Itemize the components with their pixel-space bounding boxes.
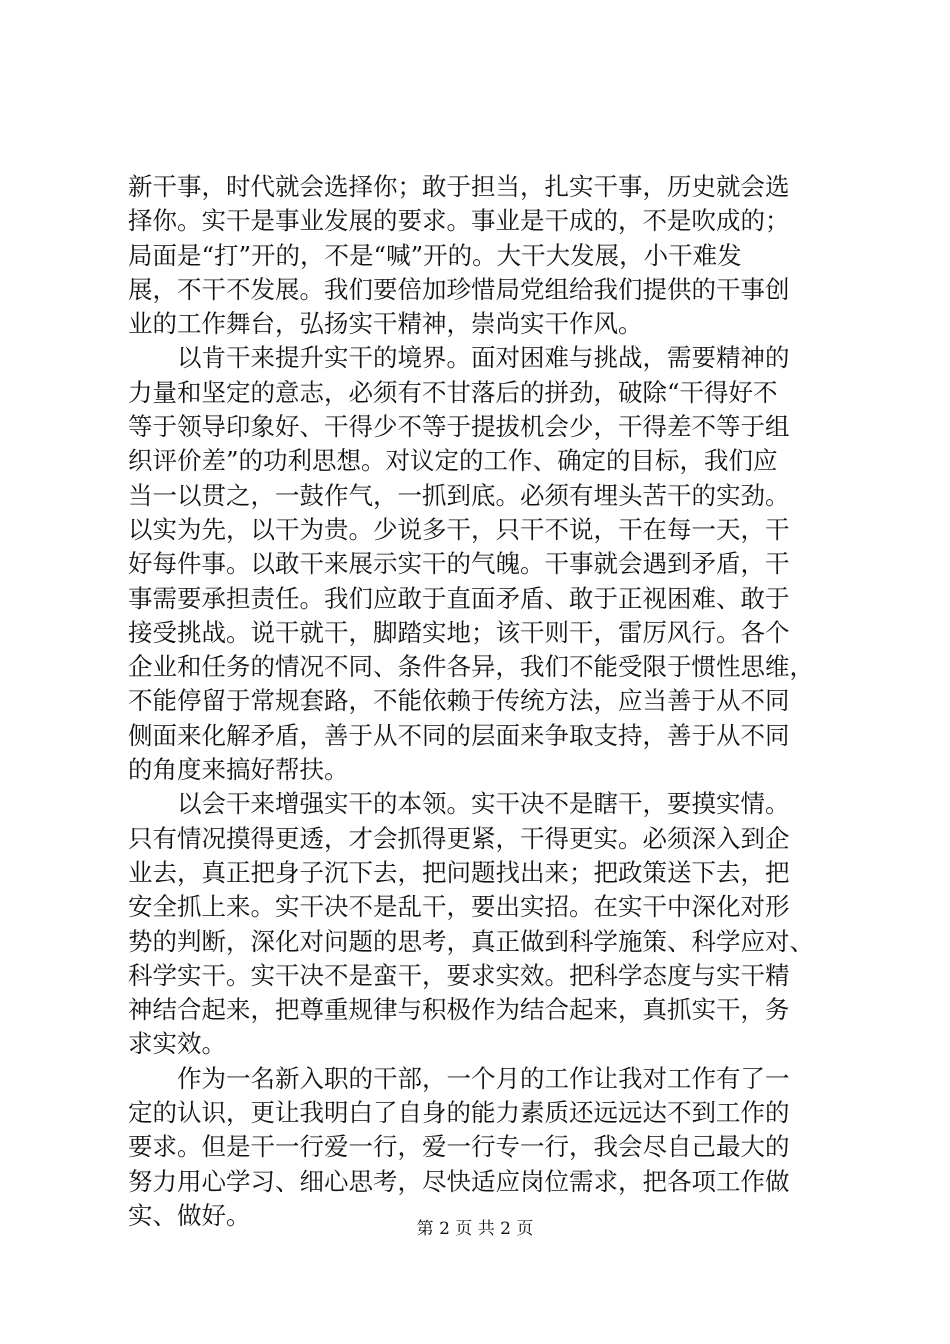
document-body xyxy=(128,170,828,1233)
text-line: 择你。实干是事业发展的要求。事业是干成的，不是吹成的； xyxy=(128,206,790,236)
text-line: 展，不干不发展。我们要倍加珍惜局党组给我们提供的干事创 xyxy=(128,274,790,304)
text-line: 神结合起来，把尊重规律与积极作为结合起来，真抓实干，务 xyxy=(128,995,790,1025)
text-line: 科学实干。实干决不是蛮干，要求实效。把科学态度与实干精 xyxy=(128,960,790,990)
page-number-footer: 第 2 页 共 2 页 xyxy=(416,1219,534,1239)
text-line: 以实为先，以干为贵。少说多干，只干不说，干在每一天，干 xyxy=(128,514,790,544)
text-line: 以肯干来提升实干的境界。面对困难与挑战，需要精神的 xyxy=(128,343,790,373)
text-line: 接受挑战。说干就干，脚踏实地；该干则干，雷厉风行。各个 xyxy=(128,617,790,647)
text-line: 努力用心学习、细心思考，尽快适应岗位需求，把各项工作做 xyxy=(128,1166,790,1196)
text-line: 企业和任务的情况不同、条件各异，我们不能受限于惯性思维， xyxy=(128,652,814,682)
text-line: 要求。但是干一行爱一行，爱一行专一行，我会尽自己最大的 xyxy=(128,1132,790,1162)
text-line: 实、做好。 xyxy=(128,1200,251,1230)
text-line: 定的认识，更让我明白了自身的能力素质还远远达不到工作的 xyxy=(128,1098,790,1128)
text-line: 局面是“打”开的，不是“喊”开的。大干大发展，小干难发 xyxy=(128,240,742,270)
text-line: 好每件事。以敢干来展示实干的气魄。干事就会遇到矛盾，干 xyxy=(128,549,790,579)
text-line: 侧面来化解矛盾，善于从不同的层面来争取支持，善于从不同 xyxy=(128,720,790,750)
text-line: 等于领导印象好、干得少不等于提拔机会少，干得差不等于组 xyxy=(128,412,790,442)
text-line: 业的工作舞台，弘扬实干精神，崇尚实干作风。 xyxy=(128,309,643,339)
text-line: 事需要承担责任。我们应敢于直面矛盾、敢于正视困难、敢于 xyxy=(128,583,790,613)
text-line: 业去，真正把身子沉下去，把问题找出来；把政策送下去，把 xyxy=(128,857,790,887)
text-line: 势的判断，深化对问题的思考，真正做到科学施策、科学应对、 xyxy=(128,926,814,956)
text-line: 力量和坚定的意志，必须有不甘落后的拼劲，破除“干得好不 xyxy=(128,377,778,407)
text-line: 的角度来搞好帮扶。 xyxy=(128,755,349,785)
text-line: 新干事，时代就会选择你；敢于担当，扎实干事，历史就会选 xyxy=(128,172,790,201)
text-line: 作为一名新入职的干部，一个月的工作让我对工作有了一 xyxy=(128,1063,790,1093)
text-line: 当一以贯之，一鼓作气，一抓到底。必须有埋头苦干的实劲。 xyxy=(128,480,790,510)
text-line: 织评价差”的功利思想。对议定的工作、确定的目标，我们应 xyxy=(128,446,778,476)
text-line: 求实效。 xyxy=(128,1029,226,1059)
text-line: 以会干来增强实干的本领。实干决不是瞎干，要摸实情。 xyxy=(128,789,790,819)
text-line: 安全抓上来。实干决不是乱干，要出实招。在实干中深化对形 xyxy=(128,892,790,922)
text-line: 不能停留于常规套路，不能依赖于传统方法，应当善于从不同 xyxy=(128,686,790,716)
text-line: 只有情况摸得更透，才会抓得更紧，干得更实。必须深入到企 xyxy=(128,823,790,853)
